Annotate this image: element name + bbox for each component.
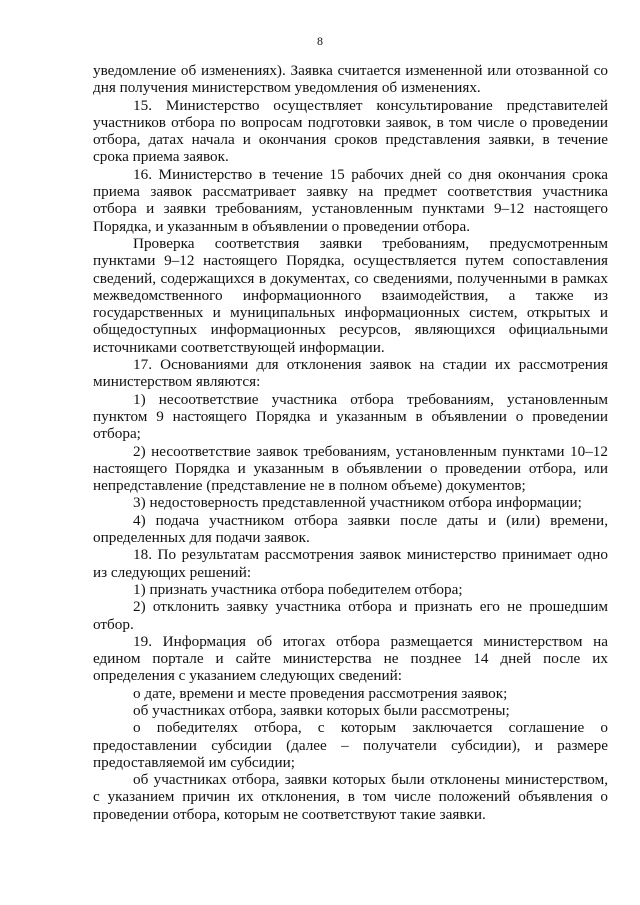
paragraph-continuation: уведомление об изменениях). Заявка считается измененной или отозванной со дня получения министерством уведомления об изменениях. — [93, 62, 608, 97]
document-body — [93, 62, 608, 823]
paragraph-item-18: 18. По результатам рассмотрения заявок министерство принимает одно из следующих решений: — [93, 546, 608, 581]
list-item-18-1: 1) признать участника отбора победителем отбора; — [133, 580, 463, 598]
list-item-17-2: 2) несоответствие заявок требованиям, установленным пунктами 10–12 настоящего Порядка и указанным в объявлении о проведении отбора, или непредставление (представление не в полном объеме) документов; — [93, 442, 608, 495]
list-item-17-4: 4) подача участником отбора заявки после даты и (или) времени, определенных для подачи заявок. — [93, 511, 608, 547]
paragraph-verification: Проверка соответствия заявки требованиям, предусмотренным пунктами 9–12 настоящего Порядка, осуществляется путем сопоставления сведений, содержащихся в документах, со сведениями, полученными в рамках межведомственного информационного взаимодействия, а также из государственных и муниципальных информационных систем, открытых и общедоступных информационных ресурсов, являющихся официальными источниками соответствующей информации. — [93, 234, 608, 356]
list-item-19-b: об участниках отбора, заявки которых были рассмотрены; — [133, 701, 510, 719]
list-item-19-d: об участниках отбора, заявки которых были отклонены министерством, с указанием причин их отклонения, в том числе положений объявления о проведении отбора, которым не соответствуют такие заявки. — [93, 771, 608, 823]
list-item-17-3: 3) недостоверность представленной участником отбора информации; — [133, 494, 582, 512]
paragraph-item-16: 16. Министерство в течение 15 рабочих дней со дня окончания срока приема заявок рассматривает заявку на предмет соответствия участника отбора и заявки требованиям, установленным пунктами 9–12 настоящего Порядка, и указанным в объявлении о проведении отбора. — [93, 165, 608, 235]
list-item-19-c: о победителях отбора, с которым заключается соглашение о предоставлении субсидии (далее – получатели субсидии), и размере предоставляемой им субсидии; — [93, 719, 608, 771]
paragraph-item-15: 15. Министерство осуществляет консультирование представителей участников отбора по вопросам подготовки заявок, в том числе о проведении отбора, датах начала и окончания сроков представления заявки, в течение срока приема заявок. — [93, 96, 608, 166]
page-number: 8 — [317, 34, 323, 48]
list-item-17-1: 1) несоответствие участника отбора требованиям, установленным пунктом 9 настоящего Порядка и указанным в объявлении о проведении отбора; — [93, 390, 608, 443]
list-item-18-2: 2) отклонить заявку участника отбора и признать его не прошедшим отбор. — [93, 598, 608, 633]
list-item-19-a: о дате, времени и месте проведения рассмотрения заявок; — [133, 684, 508, 702]
paragraph-item-17: 17. Основаниями для отклонения заявок на стадии их рассмотрения министерством являются: — [93, 356, 608, 391]
paragraph-item-19: 19. Информация об итогах отбора размещается министерством на едином портале и сайте министерства не позднее 14 дней после их определения с указанием следующих сведений: — [93, 632, 608, 685]
